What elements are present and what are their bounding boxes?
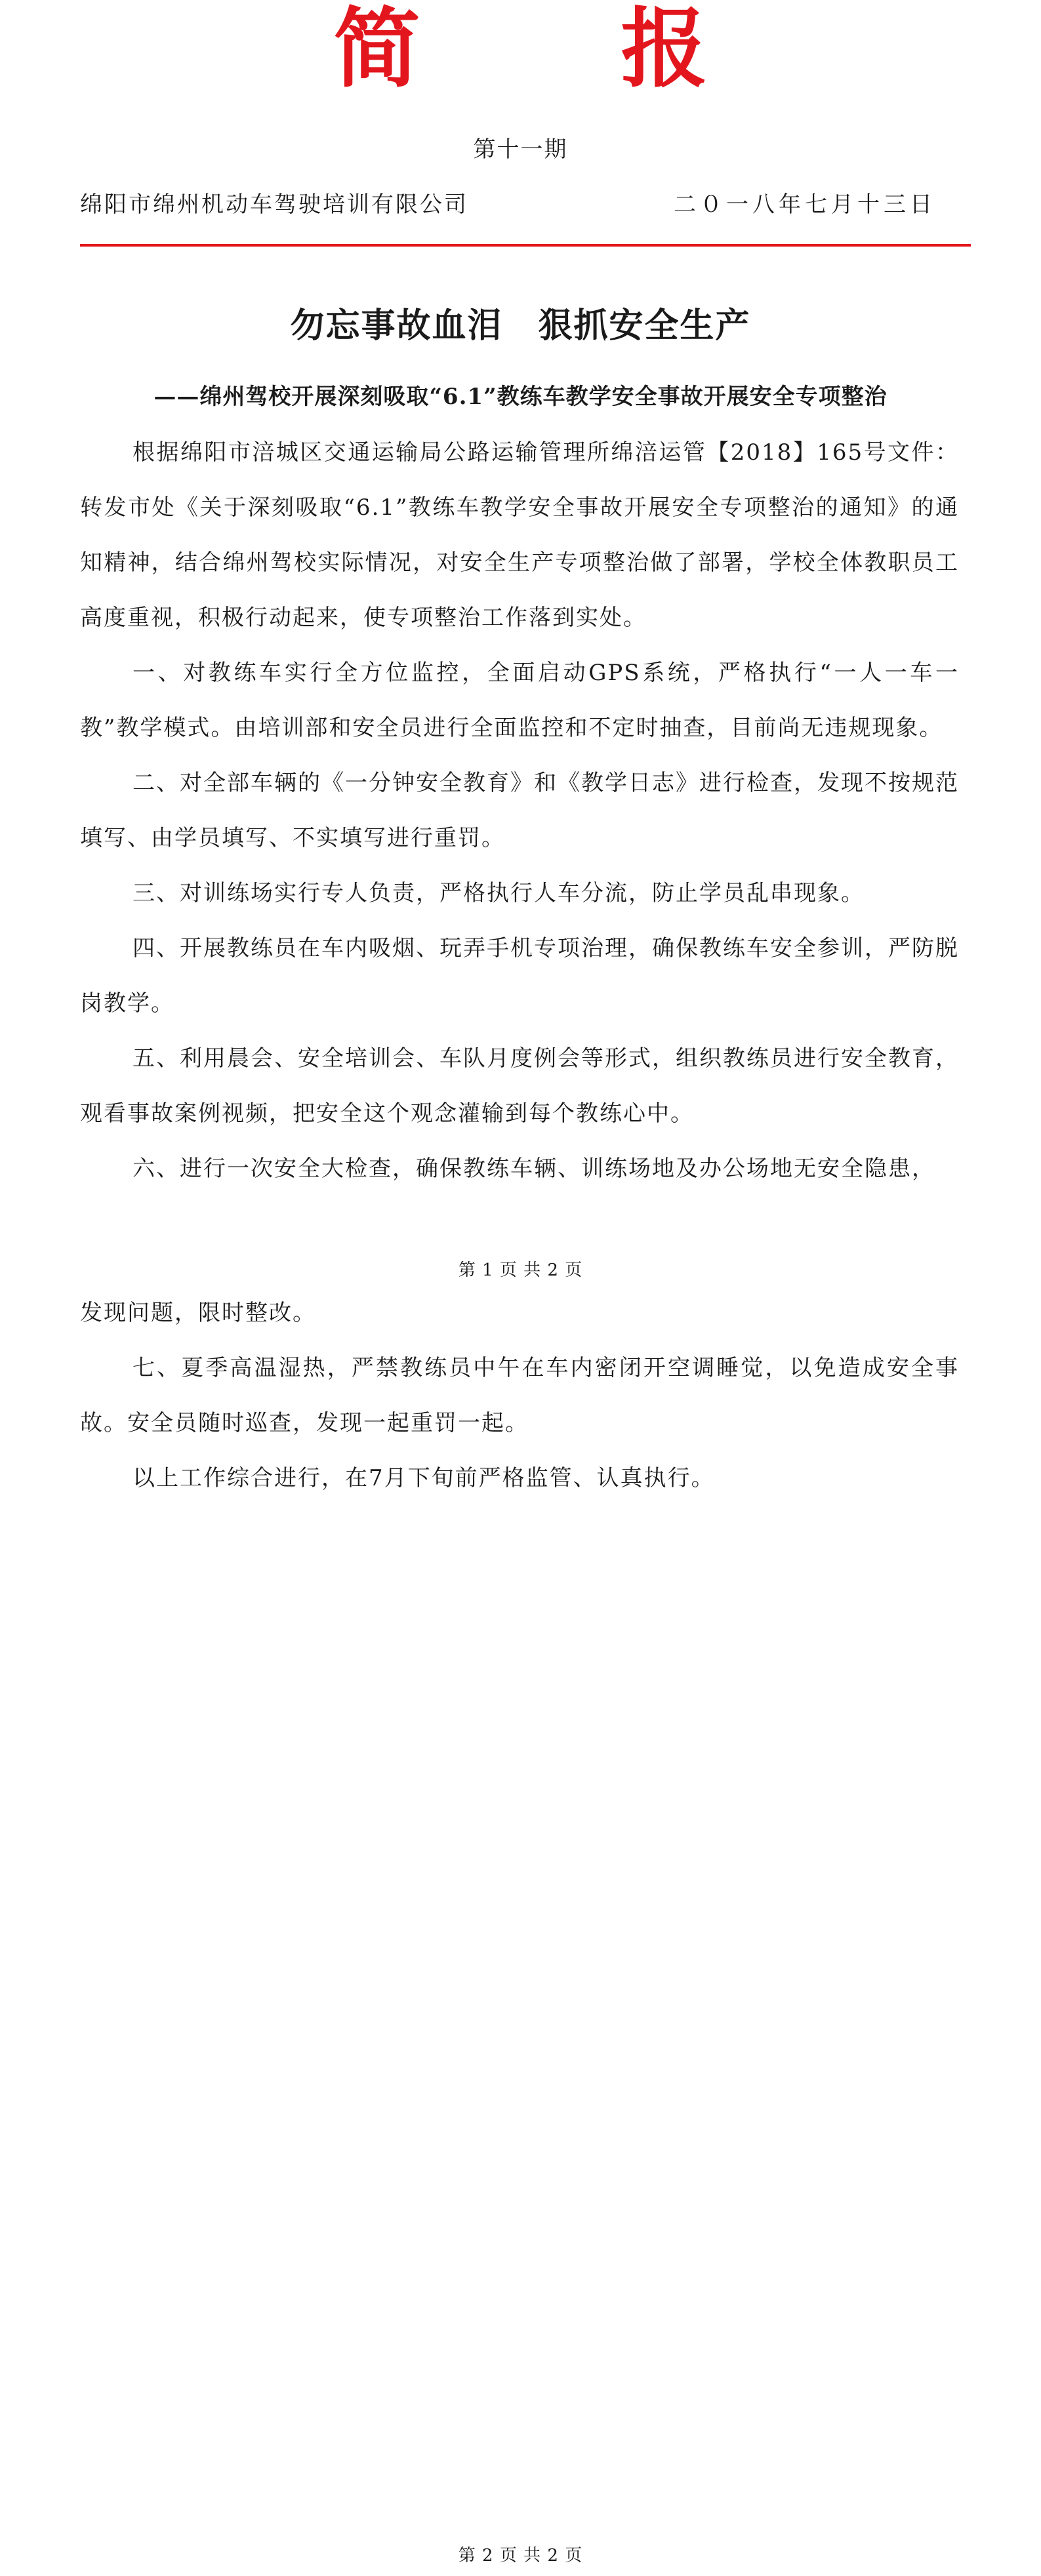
article-body-page-1 xyxy=(80,425,959,1196)
body-paragraph-item-6: 六、进行一次安全大检查，确保教练车辆、训练场地及办公场地无安全隐患， xyxy=(133,1156,935,1182)
document-page-2 xyxy=(0,1285,1041,2576)
issue-number: 第十一期 xyxy=(473,136,568,163)
body-paragraph-item-3: 三、对训练场实行专人负责，严格执行人车分流，防止学员乱串现象。 xyxy=(133,880,865,906)
article-body-page-2 xyxy=(80,1285,959,1506)
body-paragraph-item-7: 七、夏季高温湿热，严禁教练员中午在车内密闭开空调睡觉，以免造成安全事故。安全员随时巡查，发现一起重罚一起。 xyxy=(80,1355,959,1436)
page-footer-2: 第 2 页 共 2 页 xyxy=(458,2546,583,2566)
body-paragraph-item-2: 二、对全部车辆的《一分钟安全教育》和《教学日志》进行检查，发现不按规范填写、由学员填写、不实填写进行重罚。 xyxy=(80,770,959,851)
body-paragraph-intro: 根据绵阳市涪城区交通运输局公路运输管理所绵涪运管【2018】165号文件：转发市处《关于深刻吸取“6.1”教练车教学安全事故开展安全专项整治的通知》的通知精神，结合绵州驾校实际情况，对安全生产专项整治做了部署，学校全体教职员工高度重视，积极行动起来，使专项整治工作落到实处。 xyxy=(80,439,959,631)
masthead-divider xyxy=(80,244,971,247)
body-paragraph-item-4: 四、开展教练员在车内吸烟、玩弄手机专项治理，确保教练车安全参训，严防脱岗教学。 xyxy=(80,935,959,1016)
page-footer-1: 第 1 页 共 2 页 xyxy=(458,1260,583,1280)
article-subtitle: ——绵州驾校开展深刻吸取“6.1”教练车教学安全事故开展安全专项整治 xyxy=(153,384,888,410)
bulletin-masthead-title: 简 报 xyxy=(333,0,793,100)
body-paragraph-item-5: 五、利用晨会、安全培训会、车队月度例会等形式，组织教练员进行安全教育，观看事故案例视频，把安全这个观念灌输到每个教练心中。 xyxy=(80,1045,959,1127)
body-paragraph-continuation: 发现问题，限时整改。 xyxy=(80,1300,316,1326)
body-paragraph-item-1: 一、对教练车实行全方位监控，全面启动GPS系统，严格执行“一人一车一教”教学模式。由培训部和安全员进行全面监控和不定时抽查，目前尚无违规现象。 xyxy=(80,660,959,741)
document-page-1 xyxy=(0,0,1041,1285)
issue-date: 二０一八年七月十三日 xyxy=(674,191,936,218)
article-title: 勿忘事故血泪 狠抓安全生产 xyxy=(290,306,751,346)
organization-name: 绵阳市绵州机动车驾驶培训有限公司 xyxy=(80,191,468,218)
body-paragraph-closing: 以上工作综合进行，在7月下旬前严格监管、认真执行。 xyxy=(133,1465,715,1491)
